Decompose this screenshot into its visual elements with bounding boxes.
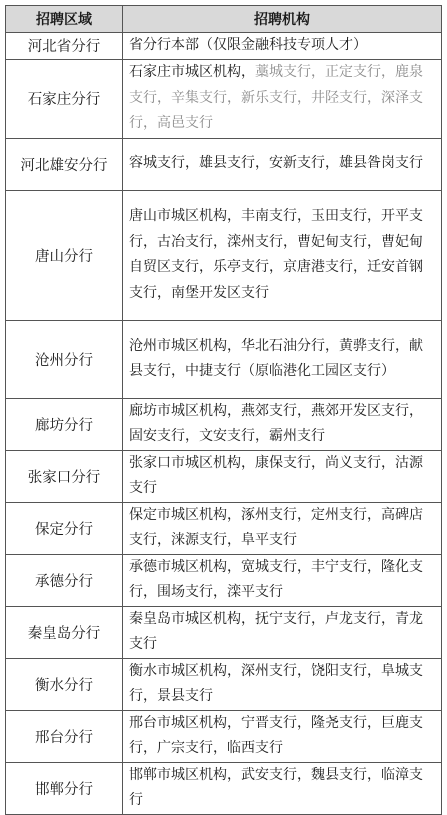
branches-cell: 衡水市城区机构，深州支行，饶阳支行，阜城支行，景县支行 <box>123 658 442 710</box>
region-cell: 保定分行 <box>6 502 123 554</box>
table-row <box>6 138 442 190</box>
branches-cell <box>123 59 442 138</box>
branches-cell: 唐山市城区机构，丰南支行，玉田支行，开平支行，古冶支行，滦州支行，曹妃甸支行，曹妃甸自贸区支行，乐亭支行，京唐港支行，迁安首钢支行，南堡开发区支行 <box>123 190 442 320</box>
table-row <box>6 398 442 450</box>
table-row <box>6 190 442 320</box>
table-header-row <box>6 6 442 33</box>
region-cell: 廊坊分行 <box>6 398 123 450</box>
table-row <box>6 450 442 502</box>
region-cell: 秦皇岛分行 <box>6 606 123 658</box>
region-cell: 沧州分行 <box>6 320 123 398</box>
region-cell: 承德分行 <box>6 554 123 606</box>
table-row <box>6 606 442 658</box>
branches-cell: 邢台市城区机构，宁晋支行，隆尧支行，巨鹿支行，广宗支行，临西支行 <box>123 710 442 762</box>
branches-cell: 省分行本部（仅限金融科技专项人才） <box>123 33 442 60</box>
region-cell: 衡水分行 <box>6 658 123 710</box>
region-cell: 石家庄分行 <box>6 59 123 138</box>
region-cell: 河北雄安分行 <box>6 138 123 190</box>
branches-cell: 张家口市城区机构，康保支行，尚义支行，沽源支行 <box>123 450 442 502</box>
table-row <box>6 502 442 554</box>
branches-cell: 廊坊市城区机构，燕郊支行，燕郊开发区支行，固安支行，文安支行，霸州支行 <box>123 398 442 450</box>
branches-cell: 沧州市城区机构，华北石油分行，黄骅支行，献县支行，中捷支行（原临港化工园区支行） <box>123 320 442 398</box>
header-region: 招聘区域 <box>6 6 123 33</box>
region-cell: 河北省分行 <box>6 33 123 60</box>
region-cell: 邢台分行 <box>6 710 123 762</box>
header-branches: 招聘机构 <box>123 6 442 33</box>
branches-cell: 保定市城区机构，涿州支行，定州支行，高碑店支行，涞源支行，阜平支行 <box>123 502 442 554</box>
recruitment-table <box>5 5 442 815</box>
table-row <box>6 658 442 710</box>
table-row <box>6 33 442 60</box>
branches-cell: 承德市城区机构，宽城支行，丰宁支行，隆化支行，围场支行，滦平支行 <box>123 554 442 606</box>
region-cell: 张家口分行 <box>6 450 123 502</box>
table-row <box>6 762 442 814</box>
branches-main-text: 石家庄市城区机构， <box>129 64 255 81</box>
region-cell: 邯郸分行 <box>6 762 123 814</box>
branches-gray-text: 藁城支行，正定支行，鹿泉支行，辛集支行，新乐支行，井陉支行，深泽支行，高邑支行 <box>129 64 423 132</box>
table-row <box>6 320 442 398</box>
region-cell: 唐山分行 <box>6 190 123 320</box>
table-row <box>6 59 442 138</box>
branches-cell: 秦皇岛市城区机构，抚宁支行，卢龙支行，青龙支行 <box>123 606 442 658</box>
table-row <box>6 554 442 606</box>
branches-cell: 容城支行，雄县支行，安新支行，雄县昝岗支行 <box>123 138 442 190</box>
table-row <box>6 710 442 762</box>
branches-cell: 邯郸市城区机构，武安支行，魏县支行，临漳支行 <box>123 762 442 814</box>
